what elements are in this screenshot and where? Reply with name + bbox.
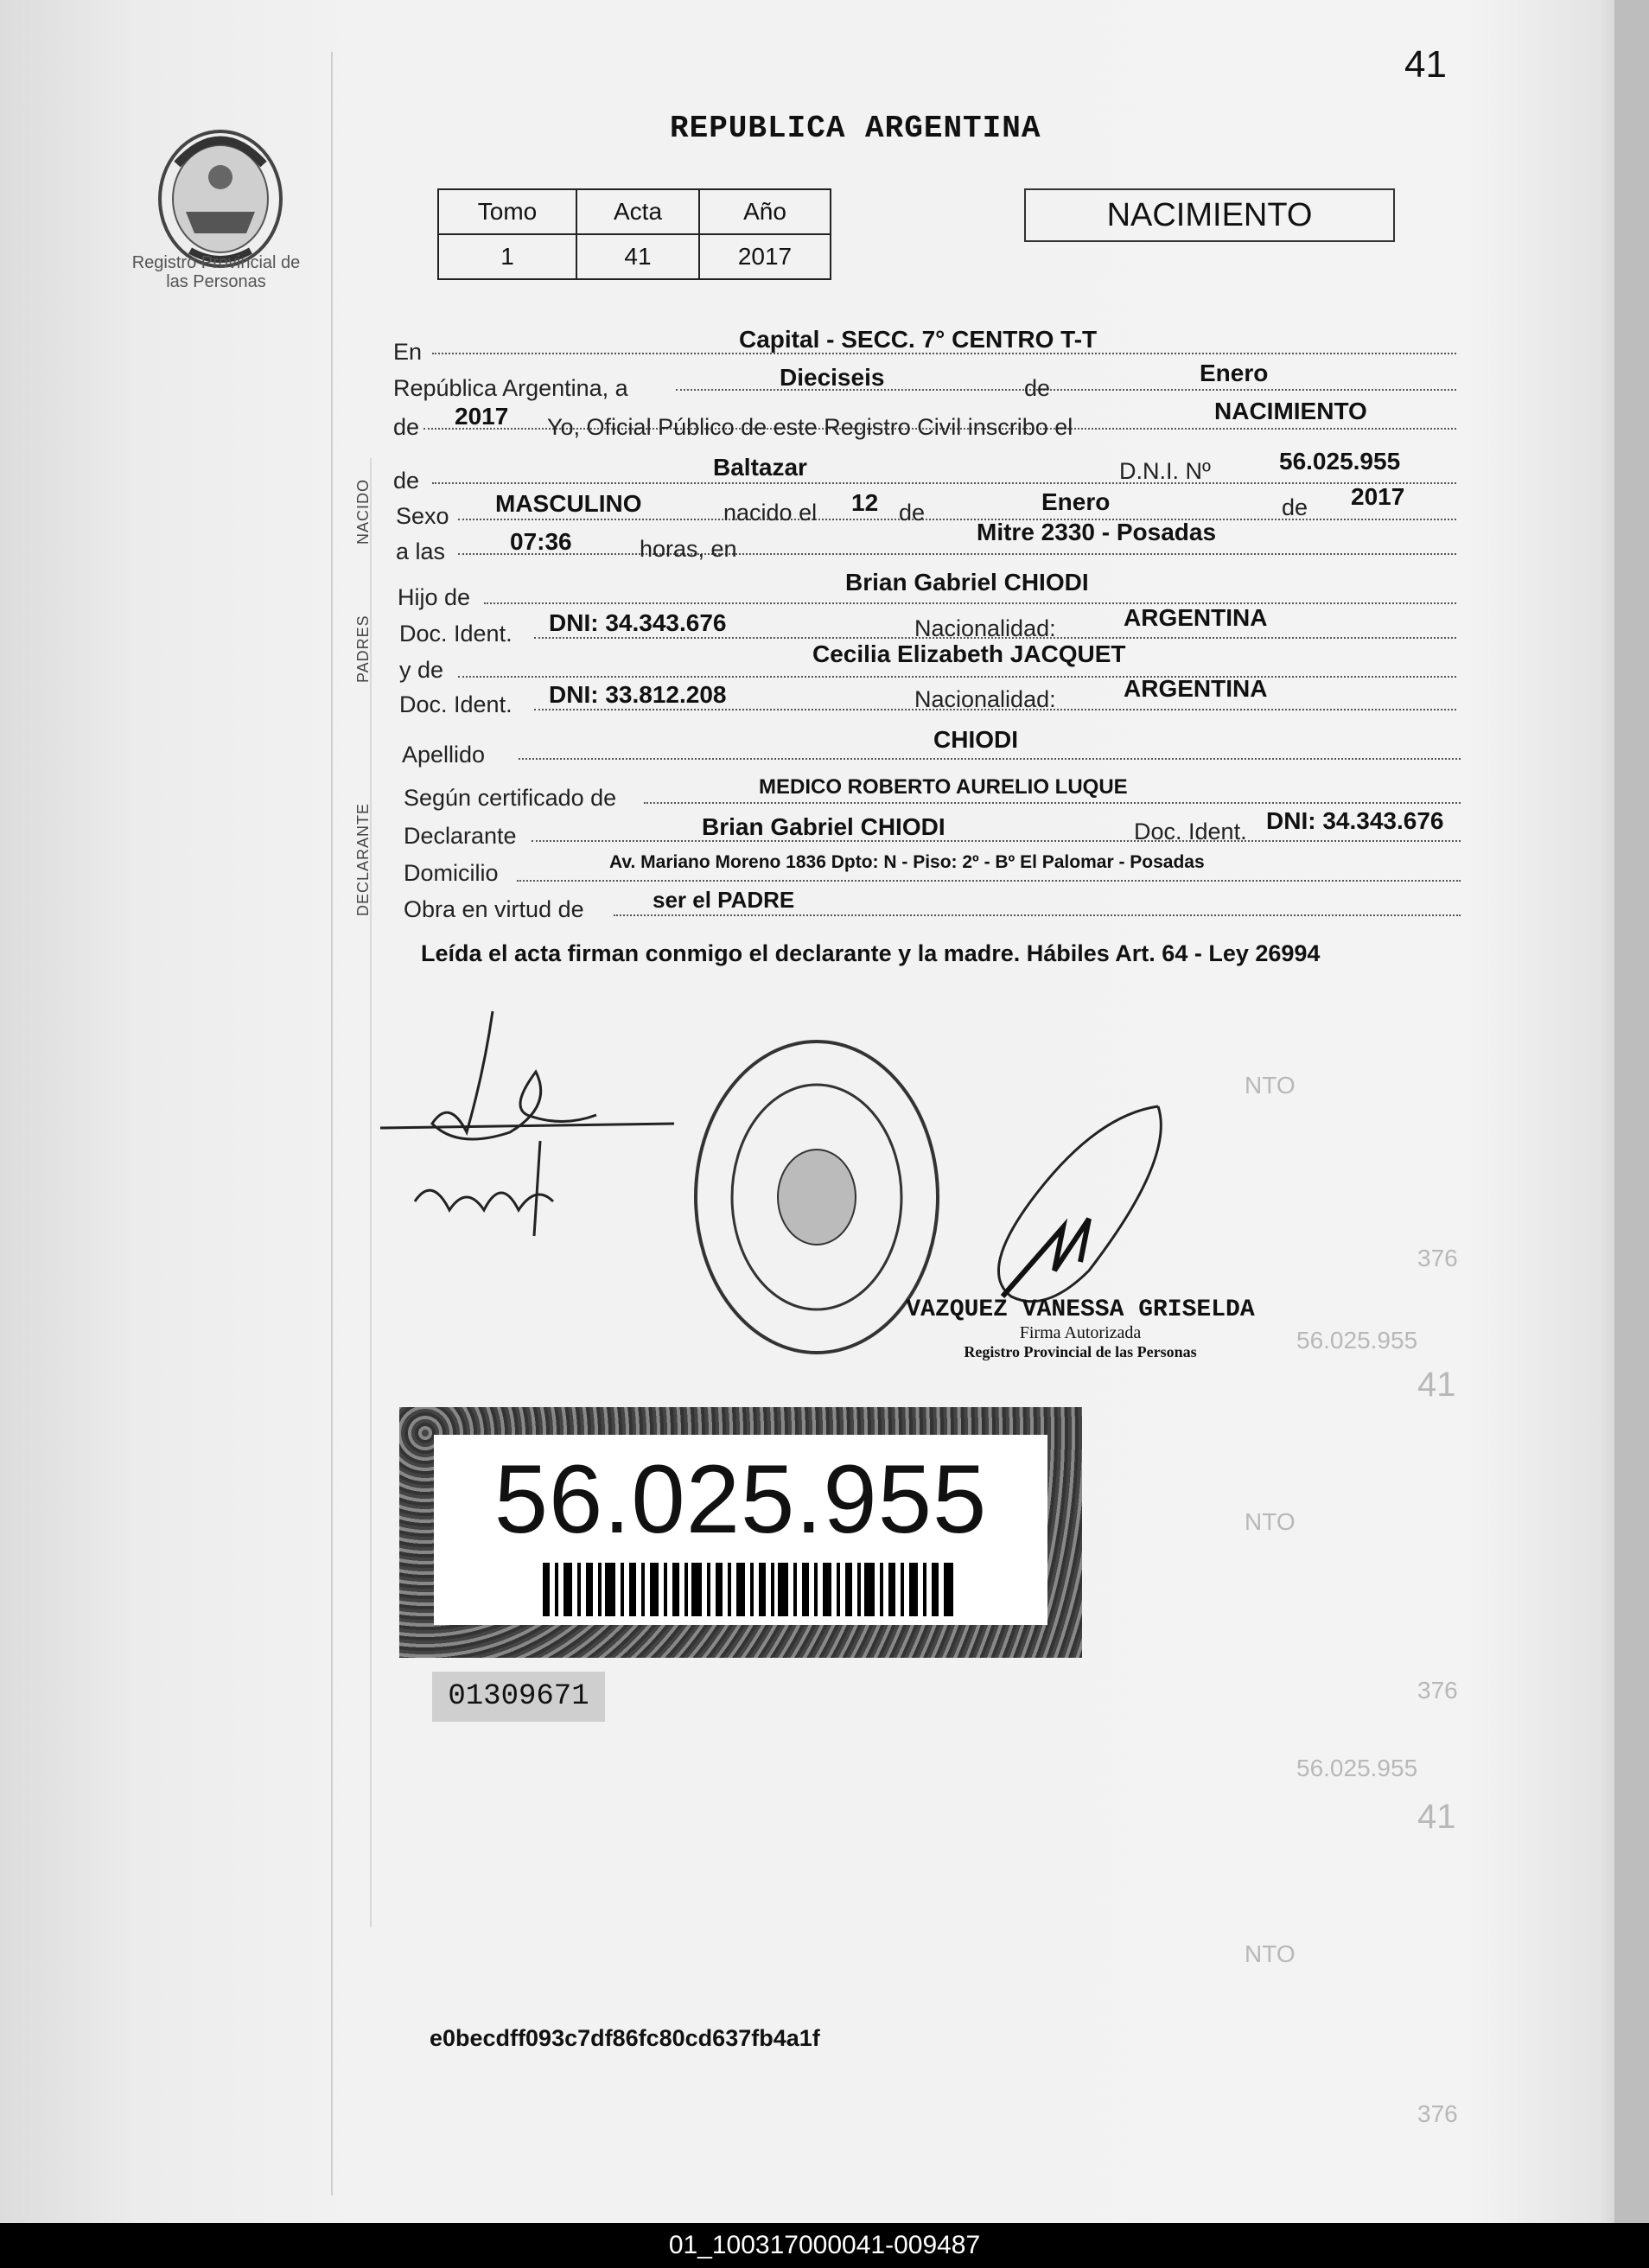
record-table xyxy=(437,188,831,280)
father-doc-label: Doc. Ident. xyxy=(399,621,513,647)
mother-doc: DNI: 33.812.208 xyxy=(549,681,727,708)
apellido-label: Apellido xyxy=(402,742,486,768)
fill-line xyxy=(458,553,1456,555)
record-value: NACIMIENTO xyxy=(1214,398,1367,424)
header-acta: Acta xyxy=(576,189,699,234)
ghost-text: NTO xyxy=(1245,1072,1296,1099)
official-signature-icon xyxy=(959,1098,1184,1322)
dni-sticker xyxy=(399,1407,1082,1658)
declarante-label: Declarante xyxy=(404,823,517,849)
sexo-label: Sexo xyxy=(396,503,449,529)
apellido-value: CHIODI xyxy=(933,726,1018,753)
header-tomo: Tomo xyxy=(438,189,576,234)
mother-nat: ARGENTINA xyxy=(1124,675,1268,702)
obra-value: ser el PADRE xyxy=(653,887,795,913)
fill-line xyxy=(432,482,1456,484)
emblem-label: Registro Provincial de las Personas xyxy=(131,253,301,291)
mother-doc-label: Doc. Ident. xyxy=(399,691,513,717)
nacido-name: Baltazar xyxy=(713,454,807,481)
ghost-text: 376 xyxy=(1417,2100,1458,2127)
father-name: Brian Gabriel CHIODI xyxy=(845,569,1089,596)
header-ano: Año xyxy=(699,189,831,234)
document-hash: e0becdff093c7df86fc80cd637fb4a1f xyxy=(430,2025,820,2051)
official-office: Registro Provincial de las Personas xyxy=(964,1343,1197,1360)
value-ano: 2017 xyxy=(699,234,831,279)
oficial-text: Yo, Oficial Público de este Registro Civil inscribo el xyxy=(547,414,1073,440)
birth-year: 2017 xyxy=(1351,483,1405,510)
sticker-label xyxy=(434,1435,1047,1625)
fill-line xyxy=(614,914,1461,916)
de-label: de xyxy=(1024,375,1051,401)
fill-line xyxy=(458,676,1456,678)
birth-time: 07:36 xyxy=(510,528,572,555)
day-value: Dieciseis xyxy=(780,364,885,391)
section-nacido: NACIDO xyxy=(354,478,372,545)
footer-filename: 01_100317000041-009487 xyxy=(0,2223,1649,2268)
nacido-de-label: de xyxy=(393,468,420,494)
father-nat: ARGENTINA xyxy=(1124,604,1268,631)
declarant-signature-icon xyxy=(380,1003,691,1253)
birth-de2-label: de xyxy=(1282,494,1308,520)
year-value: 2017 xyxy=(455,403,509,430)
document-title: REPUBLICA ARGENTINA xyxy=(670,111,1041,146)
fill-line xyxy=(644,802,1461,804)
birth-de-label: de xyxy=(899,500,926,526)
value-acta: 41 xyxy=(576,234,699,279)
record-type-box: NACIMIENTO xyxy=(1024,188,1395,242)
declarante-doc-label: Doc. Ident. xyxy=(1134,819,1247,844)
ghost-text: 376 xyxy=(1417,1245,1458,1271)
ghost-text: 41 xyxy=(1417,1366,1456,1404)
fill-line xyxy=(484,602,1456,604)
ghost-text: 56.025.955 xyxy=(1296,1755,1418,1781)
en-value: Capital - SECC. 7° CENTRO T-T xyxy=(739,326,1098,353)
page-edge xyxy=(1614,0,1649,2223)
sticker-number: 56.025.955 xyxy=(493,1445,988,1553)
horas-label: horas, en xyxy=(640,536,737,562)
ghost-text: 376 xyxy=(1417,1677,1458,1704)
dni-label: D.N.I. Nº xyxy=(1119,458,1211,484)
month-value: Enero xyxy=(1200,360,1269,386)
official-name: VAZQUEZ VANESSA GRISELDA xyxy=(906,1296,1255,1323)
father-nat-label: Nacionalidad: xyxy=(914,615,1056,641)
birth-day: 12 xyxy=(851,489,879,516)
sexo-value: MASCULINO xyxy=(495,490,642,517)
hijo-label: Hijo de xyxy=(398,584,471,610)
mother-nat-label: Nacionalidad: xyxy=(914,686,1056,712)
ghost-text: 56.025.955 xyxy=(1296,1327,1418,1354)
closing-text: Leída el acta firman conmigo el declarante y la madre. Hábiles Art. 64 - Ley 26994 xyxy=(421,940,1321,966)
serial-number: 01309671 xyxy=(432,1672,605,1722)
cert-value: MEDICO ROBERTO AURELIO LUQUE xyxy=(759,775,1128,799)
fill-line xyxy=(519,758,1461,760)
father-doc: DNI: 34.343.676 xyxy=(549,609,727,636)
mother-name: Cecilia Elizabeth JACQUET xyxy=(812,640,1126,667)
alas-label: a las xyxy=(396,538,446,564)
ghost-text: 41 xyxy=(1417,1798,1456,1836)
fill-line xyxy=(517,880,1461,882)
en-label: En xyxy=(393,339,423,365)
declarante-value: Brian Gabriel CHIODI xyxy=(702,813,945,840)
ghost-text: NTO xyxy=(1245,1940,1296,1967)
yde-label: y de xyxy=(399,657,444,683)
domicilio-label: Domicilio xyxy=(404,860,499,886)
fill-line xyxy=(532,840,1461,842)
barcode-icon xyxy=(543,1563,953,1616)
nacido-el-label: nacido el xyxy=(723,500,818,526)
republica-label: República Argentina, a xyxy=(393,375,628,401)
dni-value: 56.025.955 xyxy=(1279,448,1401,475)
section-padres: PADRES xyxy=(354,615,372,683)
value-tomo: 1 xyxy=(438,234,576,279)
section-declarante: DECLARANTE xyxy=(354,802,372,916)
official-block xyxy=(899,1296,1262,1361)
declarante-doc: DNI: 34.343.676 xyxy=(1266,807,1444,834)
domicilio-value: Av. Mariano Moreno 1836 Dpto: N - Piso: 2º - Bº El Palomar - Posadas xyxy=(609,852,1205,872)
page-number: 41 xyxy=(1404,43,1447,86)
obra-label: Obra en virtud de xyxy=(404,896,584,922)
birth-place: Mitre 2330 - Posadas xyxy=(977,519,1217,545)
margin-line xyxy=(331,52,333,2195)
birth-month: Enero xyxy=(1041,488,1111,515)
cert-label: Según certificado de xyxy=(404,785,617,811)
ghost-text: NTO xyxy=(1245,1508,1296,1535)
official-role: Firma Autorizada xyxy=(1019,1323,1142,1342)
de2-label: de xyxy=(393,414,420,440)
